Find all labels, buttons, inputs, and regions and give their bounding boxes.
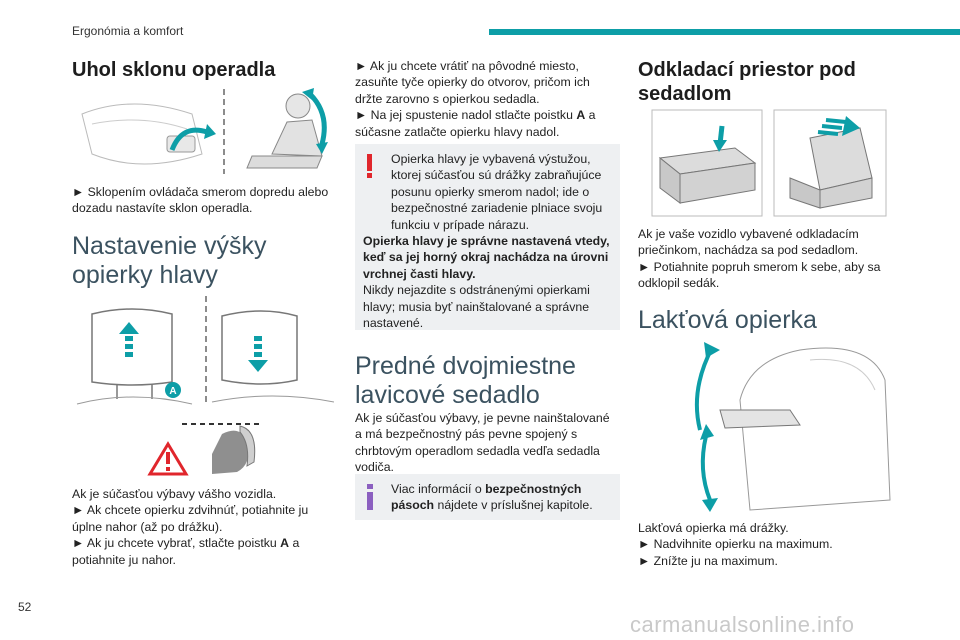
armrest-illustration — [680, 340, 900, 516]
under-seat-storage-illustration — [650, 108, 888, 218]
title-armrest: Lakťová opierka — [638, 306, 817, 334]
header-accent-bar — [489, 29, 960, 35]
backrest-angle-illustration — [72, 84, 334, 176]
armrest-text: Lakťová opierka má drážky. ► Nadvihnite opierku na maximum. ► Znížte ju na maximum. — [638, 521, 833, 568]
bench-seat-text: Ak je súčasťou výbavy, je pevne nainštalované a má bezpečnostný pás pevne spojený s chrbtovým operadlom sedadla vedľa sedadla vodiča. — [355, 411, 610, 475]
headrest-return-text: ► Ak ju chcete vrátiť na pôvodné miesto, zasuňte tyče opierky do otvorov, pričom ich držte zarovno s opierkou sedadla. ► Na jej spustenie nadol stlačte poistku A a súčasne zatlačte opierku hlavy nadol. — [355, 59, 596, 139]
backrest-angle-text: ► Sklopením ovládača smerom dopredu alebo dozadu nastavíte sklon operadla. — [72, 185, 329, 216]
section-header: Ergonómia a komfort — [72, 24, 184, 38]
title-under-seat-storage: Odkladací priestor pod sedadlom — [638, 59, 856, 105]
under-seat-storage-text: Ak je vaše vozidlo vybavené odkladacím priečinkom, nachádza sa pod sedadlom. ► Potiahnite popruh smerom k sebe, aby sa odklopil sedák. — [638, 227, 881, 291]
title-front-bench-seat: Predné dvojmiestne lavicové sedadlo — [355, 352, 576, 409]
info-box: Viac informácií o bezpečnostných pásoch nájdete v príslušnej kapitole. — [355, 474, 620, 520]
title-headrest-height: Nastavenie výšky opierky hlavy — [72, 232, 267, 289]
page-number: 52 — [18, 600, 32, 614]
title-backrest-angle: Uhol sklonu operadla — [72, 59, 276, 81]
warning-icon — [367, 154, 372, 178]
headrest-height-text: Ak je súčasťou výbavy vášho vozidla. ► Ak chcete opierku zdvihnúť, potiahnite ju úplne nahor (až po drážku). ► Ak ju chcete vybrať, stlačte poistku A a potiahnite ju nahor. — [72, 487, 309, 567]
latch-a-label: A — [169, 386, 177, 397]
watermark: carmanualsonline.info — [630, 612, 855, 637]
info-icon — [367, 484, 373, 510]
headrest-illustration — [72, 294, 334, 486]
warning-box: Opierka hlavy je vybavená výstužou, ktorej súčasťou sú drážky zabraňujúce posunu opierky smerom nadol; ide o bezpečnostné zariadenie plniace svoju funkciu v prípade nárazu. Opierka hlavy je správne nastavená vtedy, keď sa jej horný okraj nachádza na úrovni vrchnej časti hlavy. Nikdy nejazdite s odstránenými opierkami hlavy; musia byť nainštalované a správne nastavené. — [355, 144, 620, 330]
